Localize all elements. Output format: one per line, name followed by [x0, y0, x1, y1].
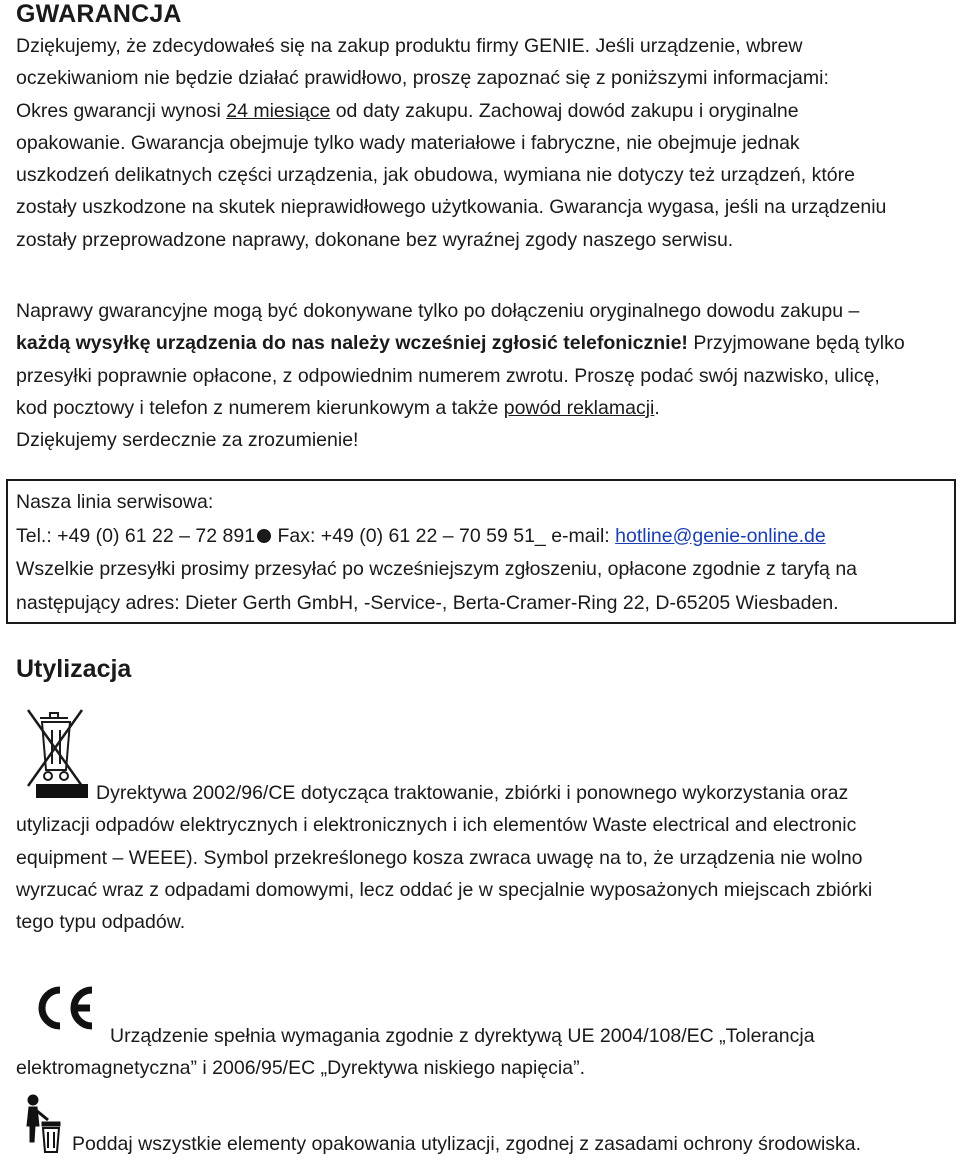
- repairs-line: przesyłki poprawnie opłacone, z odpowiednim numerem zwrotu. Proszę podać swój nazwisko, ulicę,: [16, 364, 880, 387]
- warranty-line: uszkodzeń delikatnych części urządzenia, jak obudowa, wymiana nie dotyczy też urządzeń, które: [16, 164, 855, 187]
- warranty-line: zostały przeprowadzone naprawy, dokonane bez wyraźnej zgody naszego serwisu.: [16, 228, 734, 251]
- warranty-line: zostały uszkodzone na skutek nieprawidłowego użytkowania. Gwarancja wygasa, jeśli na urządzeniu: [16, 196, 887, 219]
- warranty-line: Okres gwarancji wynosi 24 miesiące od daty zakupu. Zachowaj dowód zakupu i oryginalne: [16, 99, 799, 122]
- weee-line: Dyrektywa 2002/96/CE dotycząca traktowanie, zbiórki i ponownego wykorzystania oraz: [96, 782, 849, 804]
- repairs-paragraph: [16, 295, 960, 456]
- bullet-dot-icon: [257, 529, 271, 543]
- service-address: następujący adres: Dieter Gerth GmbH, -Service-, Berta-Cramer-Ring 22, D-65205 Wiesbaden.: [16, 591, 839, 614]
- ce-paragraph: [16, 1020, 960, 1085]
- repairs-line: kod pocztowy i telefon z numerem kierunkowym a także powód reklamacji.: [16, 396, 660, 419]
- ce-line: elektromagnetyczna” i 2006/95/EC „Dyrektywa niskiego napięcia”.: [16, 1057, 586, 1080]
- warranty-line: oczekiwaniom nie będzie działać prawidłowo, proszę zapoznać się z poniższymi informacjami:: [16, 67, 829, 90]
- warranty-line: Dziękujemy, że zdecydowałeś się na zakup produktu firmy GENIE. Jeśli urządzenie, wbrew: [16, 35, 803, 57]
- weee-paragraph: [16, 777, 960, 938]
- repairs-line: Dziękujemy serdecznie za zrozumienie!: [16, 429, 359, 452]
- repairs-notice-bold: każdą wysyłkę urządzenia do nas należy wcześniej zgłosić telefonicznie!: [16, 332, 688, 355]
- weee-line: wyrzucać wraz z odpadami domowymi, lecz oddać je w specjalnie wyposażonych miejscach zbiórki: [16, 878, 873, 901]
- repairs-line: Naprawy gwarancyjne mogą być dokonywane tylko po dołączeniu oryginalnego dowodu zakupu –: [16, 300, 860, 322]
- warranty-period: 24 miesiące: [226, 99, 331, 122]
- disposal-title: Utylizacja: [16, 655, 132, 683]
- service-line: Wszelkie przesyłki prosimy przesyłać po wcześniejszym zgłoszeniu, opłacone zgodnie z taryfą na: [16, 558, 858, 580]
- email-link[interactable]: hotline@genie-online.de: [615, 524, 826, 547]
- recycle-paragraph: [16, 1128, 960, 1160]
- service-heading: Nasza linia serwisowa:: [16, 491, 214, 513]
- warranty-line: opakowanie. Gwarancja obejmuje tylko wady materiałowe i fabryczne, nie obejmuje jednak: [16, 131, 800, 154]
- weee-line: tego typu odpadów.: [16, 911, 186, 934]
- repairs-line: każdą wysyłkę urządzenia do nas należy wcześniej zgłosić telefonicznie! Przyjmowane będą tylko: [16, 332, 905, 355]
- recycle-line: Poddaj wszystkie elementy opakowania utylizacji, zgodnej z zasadami ochrony środowiska.: [72, 1133, 862, 1155]
- ce-line: Urządzenie spełnia wymagania zgodnie z dyrektywą UE 2004/108/EC „Tolerancja: [110, 1025, 815, 1047]
- return-reason: powód reklamacji: [503, 396, 655, 419]
- service-contact: [16, 486, 956, 620]
- weee-line: equipment – WEEE). Symbol przekreślonego kosza zwraca uwagę na to, że urządzenia nie wolno: [16, 846, 863, 869]
- service-phone-line: Tel.: +49 (0) 61 22 – 72 891 Fax: +49 (0) 61 22 – 70 59 51_ e-mail: hotline@genie-online.de: [16, 524, 826, 547]
- warranty-title: GWARANCJA: [16, 0, 182, 28]
- weee-line: utylizacji odpadów elektrycznych i elektronicznych i ich elementów Waste electrical and electronic: [16, 814, 857, 837]
- warranty-paragraph: [16, 30, 960, 256]
